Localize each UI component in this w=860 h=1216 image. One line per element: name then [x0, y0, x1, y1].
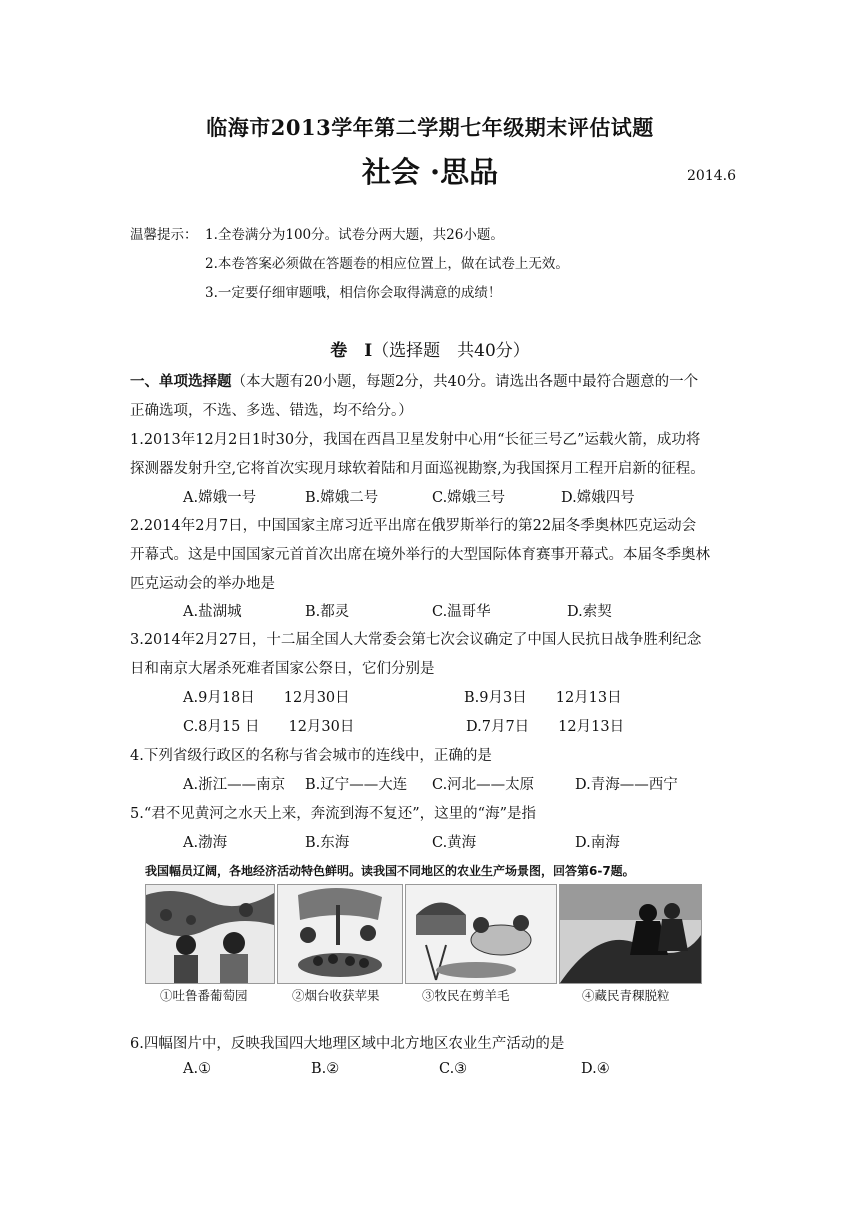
q1-option-c: C.嫦娥三号: [432, 490, 506, 506]
picture-2-apples: [277, 884, 403, 984]
q3-option-a: A.9月18日 12月30日: [183, 690, 350, 706]
q2-line-1: 2.2014年2月7日，中国国家主席习近平出席在俄罗斯举行的第22届冬季奥林匹克运动会: [130, 518, 697, 534]
q2-line-3: 匹克运动会的举办地是: [130, 576, 275, 592]
q5-option-b: B.东海: [305, 835, 350, 851]
tip-item-2: 2.本卷答案必须做在答题卷的相应位置上，做在试卷上无效。: [205, 256, 569, 272]
q4-option-b: B.辽宁——大连: [305, 777, 408, 793]
q4-option-a: A.浙江——南京: [183, 777, 286, 793]
volume-name: 卷 Ⅰ: [330, 341, 373, 361]
q1-option-b: B.嫦娥二号: [305, 490, 379, 506]
tip-item-1: 1.全卷满分为100分。试卷分两大题，共26小题。: [205, 227, 504, 243]
q4-option-c: C.河北——太原: [432, 777, 535, 793]
q6-option-b: B.②: [311, 1061, 340, 1077]
q3-option-d: D.7月7日 12月13日: [466, 719, 625, 735]
q5-option-d: D.南海: [575, 835, 620, 851]
figure-caption: 我国幅员辽阔，各地经济活动特色鲜明。读我国不同地区的农业生产场景图，回答第6-7题。: [145, 864, 635, 878]
section-1-desc: （本大题有20小题，每题2分，共40分。请选出各题中最符合题意的一个: [231, 374, 699, 390]
q4-line-1: 4.下列省级行政区的名称与省会城市的连线中，正确的是: [130, 748, 492, 764]
section-1-desc-2: 正确选项，不选、多选、错选，均不给分。）: [130, 403, 413, 419]
picture-1-vineyard: [145, 884, 275, 984]
q2-line-2: 开幕式。这是中国国家元首首次出席在境外举行的大型国际体育赛事开幕式。本届冬季奥林: [130, 547, 710, 563]
q6-line-1: 6.四幅图片中，反映我国四大地理区域中北方地区农业生产活动的是: [130, 1036, 565, 1052]
tips-prefix: 温馨提示：: [130, 227, 198, 243]
q6-option-d: D.④: [581, 1061, 610, 1077]
q5-option-a: A.渤海: [183, 835, 228, 851]
picture-4-barley: [559, 884, 702, 984]
q3-option-b: B.9月3日 12月13日: [464, 690, 622, 706]
q3-option-c: C.8月15 日 12月30日: [183, 719, 355, 735]
picture-1-label: ①吐鲁番葡萄园: [160, 988, 248, 1003]
q2-option-c: C.温哥华: [432, 604, 491, 620]
picture-4-label: ④藏民青稞脱粒: [582, 988, 670, 1003]
q1-option-a: A.嫦娥一号: [183, 490, 257, 506]
q3-line-2: 日和南京大屠杀死难者国家公祭日，它们分别是: [130, 661, 435, 677]
q1-line-1: 1.2013年12月2日1时30分，我国在西昌卫星发射中心用“长征三号乙”运载火箭，成功将: [130, 432, 701, 448]
q5-line-1: 5.“君不见黄河之水天上来，奔流到海不复还”，这里的“海”是指: [130, 806, 536, 822]
picture-3-label: ③牧民在剪羊毛: [422, 988, 510, 1003]
exam-subject: 社会 ·思品: [361, 155, 499, 189]
q6-option-c: C.③: [439, 1061, 468, 1077]
exam-date: 2014.6: [687, 168, 736, 184]
picture-3-shearing: [405, 884, 557, 984]
q3-line-1: 3.2014年2月27日，十二届全国人大常委会第七次会议确定了中国人民抗日战争胜利纪念: [130, 632, 702, 648]
tip-item-3: 3.一定要仔细审题哦，相信你会取得满意的成绩！: [205, 285, 502, 301]
q1-line-2: 探测器发射升空,它将首次实现月球软着陆和月面巡视勘察,为我国探月工程开启新的征程。: [130, 461, 705, 477]
section-1-heading: 一、单项选择题: [130, 373, 232, 390]
volume-detail: （选择题 共40分）: [372, 341, 530, 361]
q2-option-a: A.盐湖城: [183, 604, 242, 620]
q5-option-c: C.黄海: [432, 835, 477, 851]
q2-option-d: D.索契: [567, 604, 612, 620]
q4-option-d: D.青海——西宁: [575, 777, 678, 793]
exam-title: 临海市2013学年第二学期七年级期末评估试题: [206, 115, 654, 140]
volume-heading: [0, 336, 860, 361]
q6-option-a: A.①: [183, 1061, 212, 1077]
picture-2-label: ②烟台收获苹果: [292, 988, 380, 1003]
q1-option-d: D.嫦娥四号: [561, 490, 635, 506]
q2-option-b: B.都灵: [305, 604, 350, 620]
section-1-intro: [130, 370, 698, 391]
